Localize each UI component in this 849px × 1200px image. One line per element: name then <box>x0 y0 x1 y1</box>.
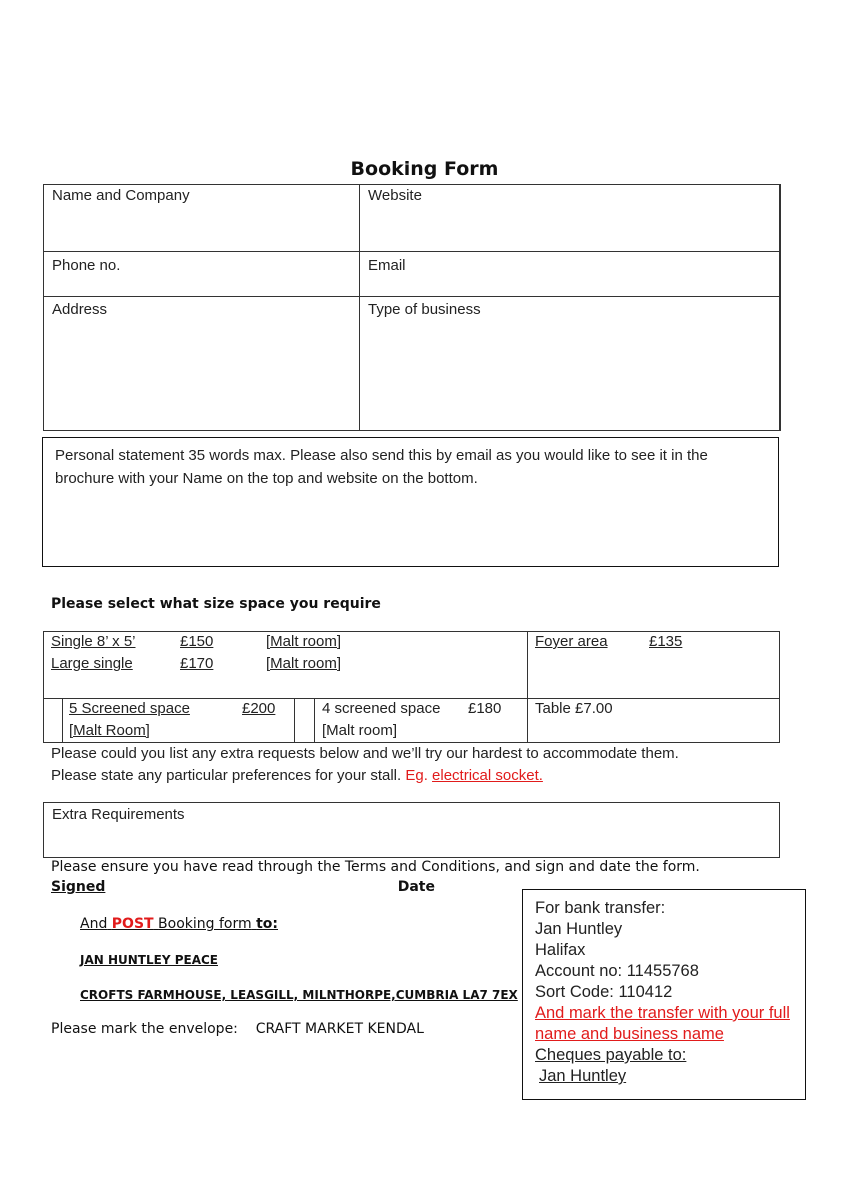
date-label: Date <box>397 879 435 895</box>
four-screened-option[interactable] <box>322 698 440 720</box>
email-field[interactable] <box>359 251 781 297</box>
post-to: to: <box>256 916 279 932</box>
four-screened-room: [Malt room] <box>322 722 398 739</box>
phone-label: Phone no. <box>52 257 121 274</box>
large-single-label: Large single <box>51 655 133 672</box>
large-single-option[interactable] <box>51 653 133 675</box>
contact-details-table <box>43 184 780 431</box>
post-instruction <box>80 916 278 932</box>
preferences-note <box>51 765 543 787</box>
single-space-price: £150 <box>180 633 214 650</box>
email-label: Email <box>368 257 406 274</box>
example-label: Eg. <box>405 767 428 784</box>
four-screened-price: £180 <box>468 700 502 717</box>
phone-field[interactable] <box>43 251 360 297</box>
envelope-value: CRAFT MARKET KENDAL <box>255 1021 424 1037</box>
post-word: POST <box>111 916 154 932</box>
page-title: Booking Form <box>350 158 499 180</box>
foyer-area-option[interactable] <box>535 631 608 653</box>
example-item: electrical socket. <box>432 767 543 784</box>
cheque-payee: Jan Huntley <box>539 1067 627 1085</box>
bank-account-number: Account no: 11455768 <box>535 962 699 980</box>
large-single-price: £170 <box>180 655 214 672</box>
personal-statement-text: Personal statement 35 words max. Please also send this by email as you would like to see it in the brochure with your Name on the top and website on the bottom. <box>55 447 708 487</box>
bank-name: Halifax <box>535 941 586 959</box>
website-field[interactable] <box>359 184 781 252</box>
large-single-room: [Malt room] <box>266 655 342 672</box>
terms-note: Please ensure you have read through the Terms and Conditions, and sign and date the form. <box>51 859 700 875</box>
bank-heading: For bank transfer: <box>535 899 666 917</box>
extra-requirements-field[interactable] <box>43 802 780 858</box>
personal-statement-box[interactable] <box>42 437 779 567</box>
post-recipient-name: JAN HUNTLEY PEACE <box>80 953 218 967</box>
single-space-option[interactable] <box>51 631 136 653</box>
five-screened-option[interactable] <box>69 698 190 720</box>
five-screened-room: [Malt Room] <box>69 722 150 739</box>
extra-requests-note: Please could you list any extra requests below and we’ll try our hardest to accommodate them. <box>51 745 679 762</box>
business-type-field[interactable] <box>359 296 781 431</box>
table-option-label: Table £7.00 <box>535 700 613 717</box>
bank-transfer-instruction: And mark the transfer with your full name and business name <box>535 1004 790 1043</box>
cheques-label: Cheques payable to: <box>535 1046 687 1064</box>
business-type-label: Type of business <box>368 301 481 318</box>
space-options-table <box>43 631 780 743</box>
address-label: Address <box>52 301 108 318</box>
single-space-label: Single 8’ x 5’ <box>51 633 136 650</box>
four-screened-label: 4 screened space <box>322 700 441 717</box>
bank-sort-code: Sort Code: 110412 <box>535 983 673 1001</box>
five-screened-label: 5 Screened space <box>69 700 190 717</box>
single-space-room: [Malt room] <box>266 633 342 650</box>
post-booking-form: Booking form <box>158 916 252 932</box>
name-company-field[interactable] <box>43 184 360 252</box>
name-company-label: Name and Company <box>52 187 190 204</box>
five-screened-price: £200 <box>242 700 276 717</box>
envelope-label: Please mark the envelope: <box>51 1021 238 1037</box>
foyer-area-label: Foyer area <box>535 633 608 650</box>
envelope-note <box>51 1021 424 1037</box>
extra-requirements-label: Extra Requirements <box>52 806 185 823</box>
website-label: Website <box>368 187 422 204</box>
post-and: And <box>80 916 108 932</box>
post-address: CROFTS FARMHOUSE, LEASGILL, MILNTHORPE,CUMBRIA LA7 7EX <box>80 988 518 1002</box>
signature-line[interactable] <box>51 879 435 895</box>
address-field[interactable] <box>43 296 360 431</box>
space-size-heading: Please select what size space you require <box>51 596 381 612</box>
bank-account-name: Jan Huntley <box>535 920 623 938</box>
table-option[interactable] <box>535 698 613 720</box>
bank-transfer-box <box>522 889 806 1100</box>
signed-label: Signed <box>51 879 106 895</box>
preferences-text: Please state any particular preferences for your stall. <box>51 767 402 784</box>
foyer-area-price: £135 <box>649 633 683 650</box>
